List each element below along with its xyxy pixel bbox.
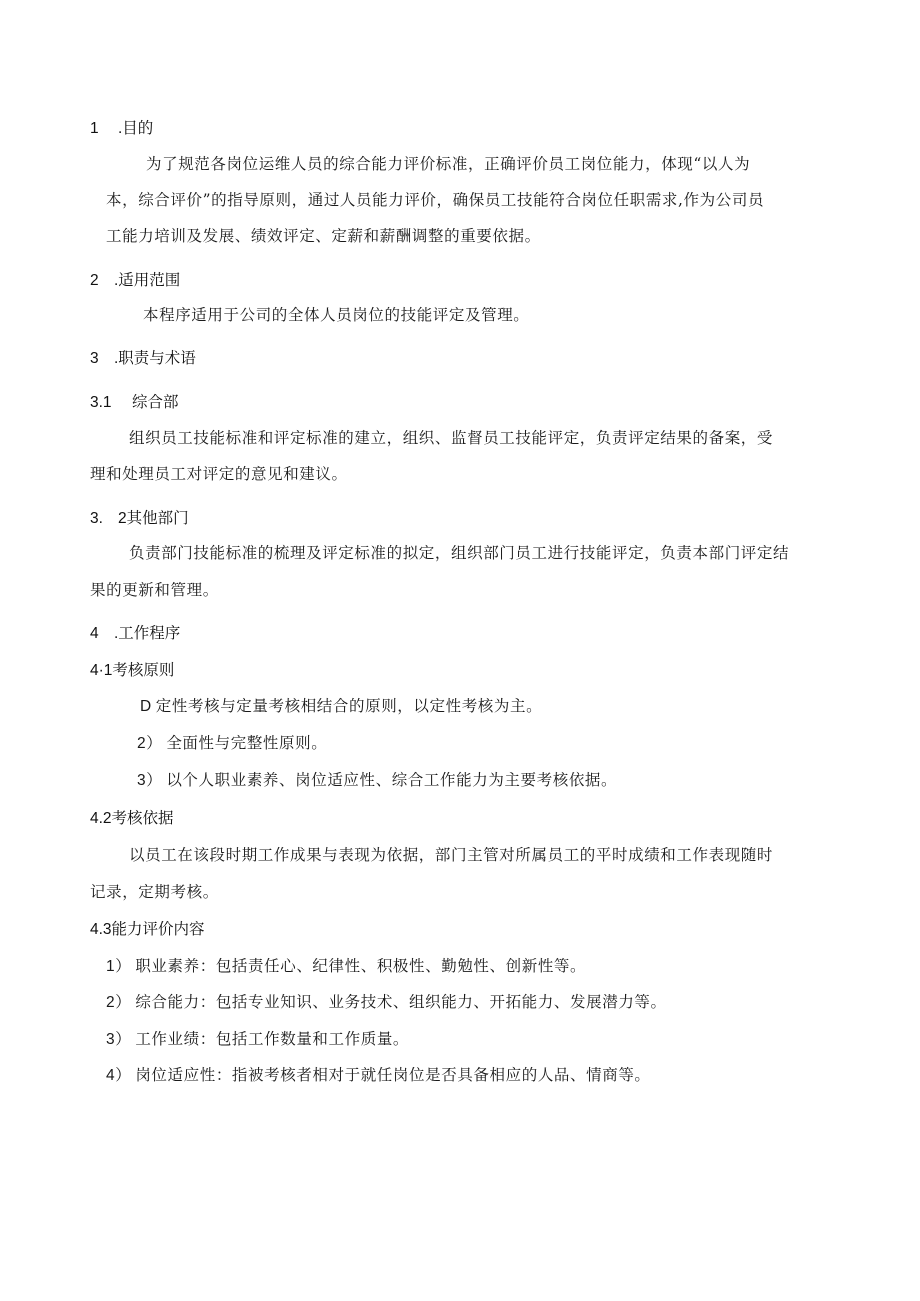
heading-number: 3	[90, 350, 99, 367]
paragraph-line: 本，综合评价”的指导原则，通过人员能力评价，确保员工技能符合岗位任职需求,作为公司员	[106, 191, 765, 209]
list-item	[106, 954, 586, 976]
list-item-text: 全面性与完整性原则。	[166, 734, 328, 752]
list-item-text: 定性考核与定量考核相结合的原则，以定性考核为主。	[155, 697, 543, 715]
paragraph-line: 为了规范各岗位运维人员的综合能力评价标准，正确评价员工岗位能力，体现“以人为	[146, 155, 751, 173]
list-item-text: 工作业绩：包括工作数量和工作质量。	[135, 1030, 410, 1048]
heading-number: 1	[90, 120, 99, 137]
list-item-text: 以个人职业素养、岗位适应性、综合工作能力为主要考核依据。	[166, 771, 618, 789]
heading-number: 3.1	[90, 394, 112, 411]
list-item	[106, 1027, 409, 1049]
list-item-text: 职业素养：包括责任心、纪律性、积极性、勤勉性、创新性等。	[135, 957, 587, 975]
heading-procedure	[90, 621, 180, 643]
list-item	[106, 1063, 651, 1085]
heading-number: 3.	[90, 510, 103, 527]
list-item	[137, 731, 327, 753]
list-item-label: 3）	[106, 1031, 132, 1048]
list-item	[137, 768, 617, 790]
heading-title: .工作程序	[114, 625, 181, 642]
heading-title: .目的	[118, 120, 154, 137]
subheading-evaluation-content: 4.3能力评价内容	[90, 921, 205, 938]
heading-number: 2	[90, 272, 99, 289]
heading-title: .职责与术语	[114, 350, 196, 367]
paragraph-line: 工能力培训及发展、绩效评定、定薪和薪酬调整的重要依据。	[106, 227, 541, 245]
subheading-general-dept	[90, 390, 179, 412]
heading-purpose	[90, 116, 153, 138]
list-item-label: 2）	[106, 994, 132, 1011]
paragraph-line: 组织员工技能标准和评定标准的建立，组织、监督员工技能评定，负责评定结果的备案，受	[129, 429, 774, 447]
list-item-label: 2）	[137, 735, 163, 752]
paragraph-line: 本程序适用于公司的全体人员岗位的技能评定及管理。	[143, 306, 530, 324]
list-item-text: 综合能力：包括专业知识、业务技术、组织能力、开拓能力、发展潜力等。	[135, 993, 667, 1011]
heading-number: 4	[90, 625, 99, 642]
subheading-other-depts	[90, 506, 189, 528]
list-item-label: 3）	[137, 772, 163, 789]
paragraph-line: 理和处理员工对评定的意见和建议。	[90, 465, 348, 483]
paragraph-line: 果的更新和管理。	[90, 581, 219, 599]
paragraph-line: 负责部门技能标准的梳理及评定标准的拟定，组织部门员工进行技能评定，负责本部门评定结	[129, 544, 790, 562]
heading-title: 综合部	[132, 394, 179, 411]
list-item-text: 岗位适应性：指被考核者相对于就任岗位是否具备相应的人品、情商等。	[135, 1066, 651, 1084]
heading-title: .适用范围	[114, 272, 181, 289]
heading-scope	[90, 268, 180, 290]
list-item	[140, 694, 542, 716]
heading-title: 2其他部门	[118, 510, 189, 527]
list-item-label: 4）	[106, 1067, 132, 1084]
list-item-label: D	[140, 698, 152, 715]
list-item-label: 1）	[106, 958, 132, 975]
subheading-principles: 4·1考核原则	[90, 662, 175, 679]
list-item	[106, 990, 667, 1012]
subheading-basis: 4.2考核依据	[90, 810, 174, 827]
heading-responsibilities	[90, 346, 196, 368]
paragraph-line: 记录，定期考核。	[90, 883, 219, 901]
paragraph-line: 以员工在该段时期工作成果与表现为依据，部门主管对所属员工的平时成绩和工作表现随时	[129, 846, 774, 864]
